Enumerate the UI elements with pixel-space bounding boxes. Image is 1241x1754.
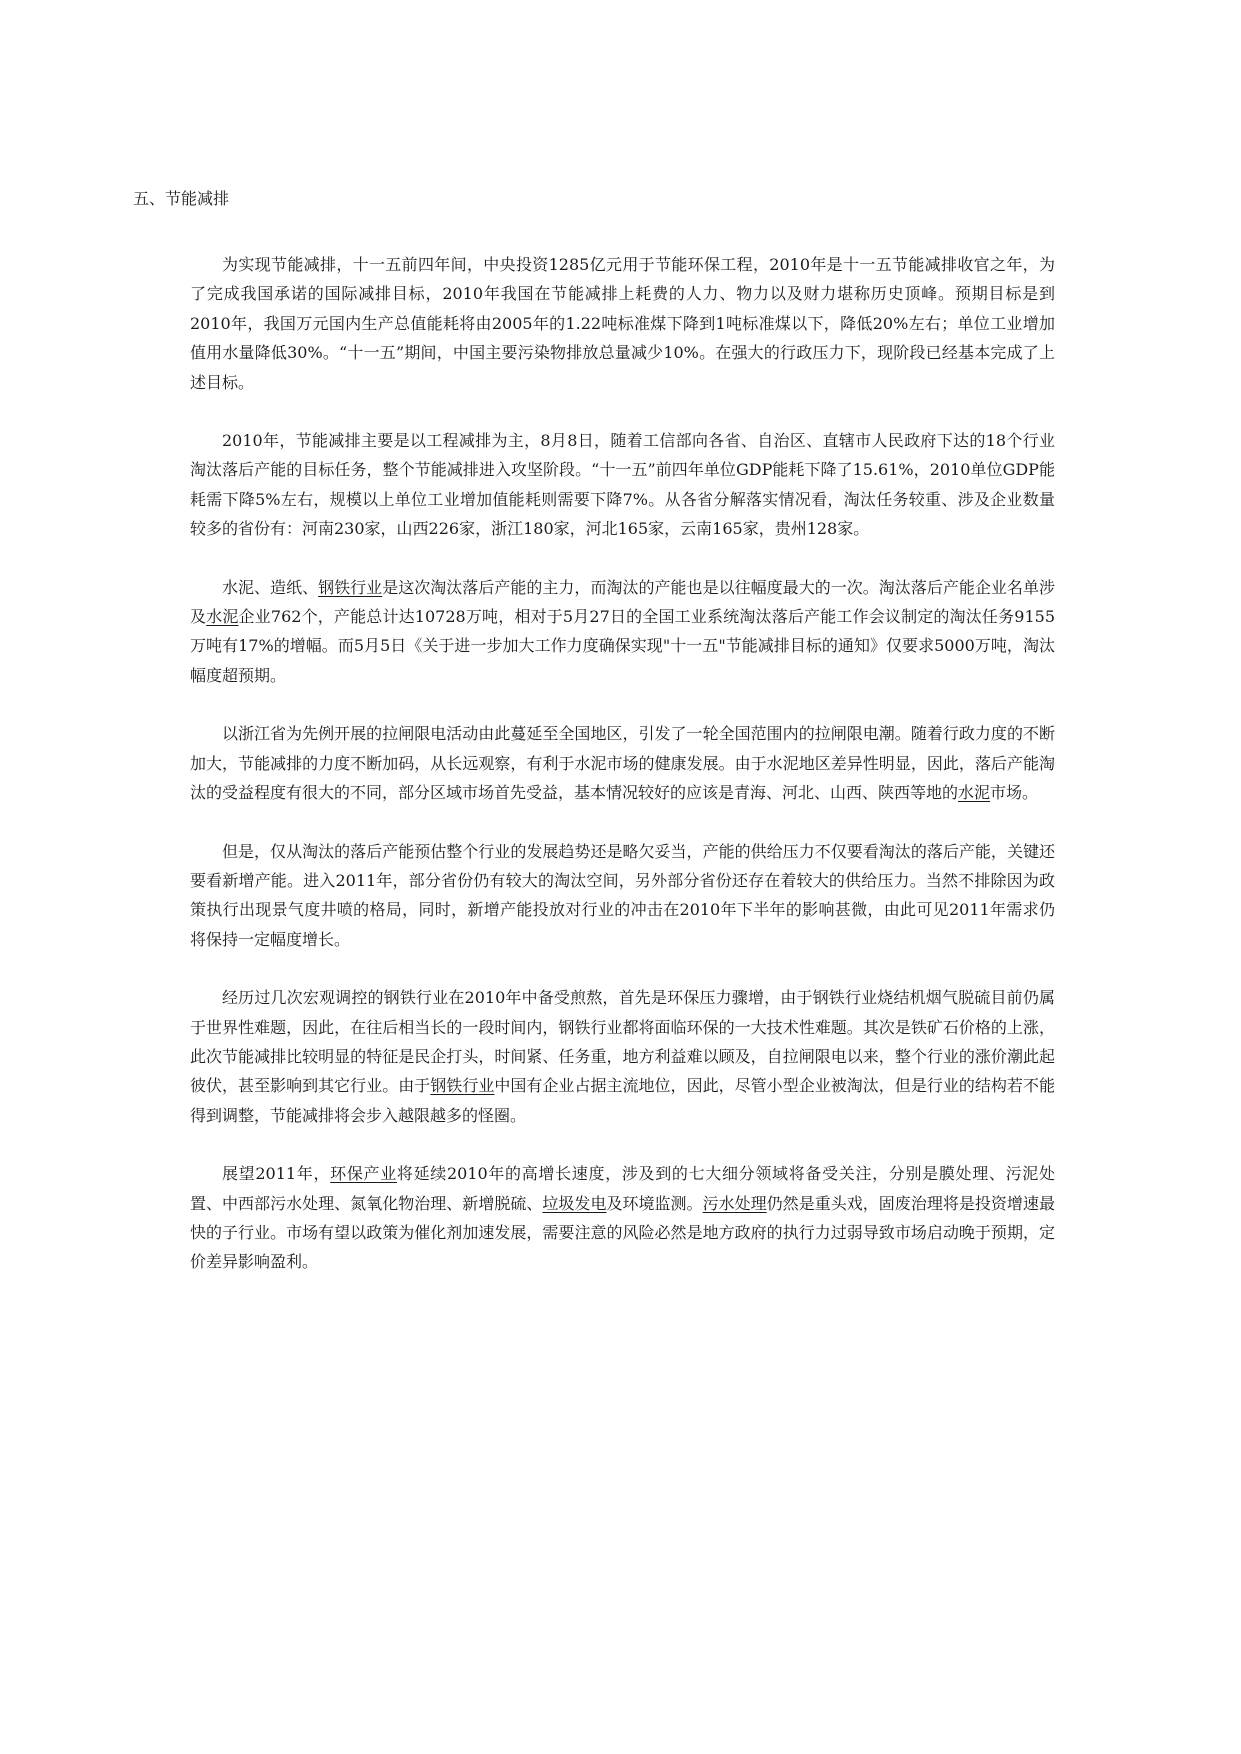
paragraph-text: 展望2011年，	[222, 1164, 331, 1184]
paragraph-text: 经历过几次宏观调控的钢铁行业在2010年中备受煎熬，首先是环保压力骤增，由于钢铁行业烧结机烟气脱硫目前仍属于世界性难题，因此，在往后相当长的一段时间内，钢铁行业都将面临环保的一大技术性难题。其次是铁矿石价格的上涨，此次节能减排比较明显的特征是民企打头，时间紧、任务重，地方利益难以顾及，自拉闸限电以来，整个行业的涨价潮此起彼伏，甚至影响到其它行业。由于	[190, 988, 1055, 1096]
keyword-link[interactable]: 环保产业	[330, 1164, 397, 1184]
keyword-link[interactable]: 水泥	[958, 783, 991, 803]
paragraph-text: 以浙江省为先例开展的拉闸限电活动由此蔓延至全国地区，引发了一轮全国范围内的拉闸限电潮。随着行政力度的不断加大，节能减排的力度不断加码，从长远观察，有利于水泥市场的健康发展。由于水泥地区差异性明显，因此，落后产能淘汰的受益程度有很大的不同，部分区域市场首先受益，基本情况较好的应该是青海、河北、山西、陕西等地的	[190, 724, 1055, 803]
paragraph-text: 市场。	[990, 783, 1039, 803]
paragraph-text: 及环境监测。	[606, 1193, 703, 1213]
paragraph-text: 中国有企业占据主流地位，因此，尽管小型企业被淘汰，但是行业的结构若不能得到调整，节能减排将会步入越限越多的怪圈。	[190, 1076, 1055, 1125]
paragraph-text: 为实现节能减排，十一五前四年间，中央投资1285亿元用于节能环保工程，2010年是十一五节能减排收官之年，为了完成我国承诺的国际减排目标，2010年我国在节能减排上耗费的人力、物力以及财力堪称历史顶峰。预期目标是到2010年，我国万元国内生产总值能耗将由2005年的1.22吨标准煤下降到1吨标准煤以下，降低20%左右；单位工业增加值用水量降低30%。“十一五”期间，中国主要污染物排放总量减少10%。在强大的行政压力下，现阶段已经基本完成了上述目标。	[190, 255, 1055, 392]
keyword-link[interactable]: 污水处理	[702, 1193, 767, 1213]
keyword-link[interactable]: 钢铁行业	[318, 577, 383, 597]
keyword-link[interactable]: 水泥	[206, 607, 239, 627]
paragraph	[190, 719, 1055, 807]
paragraph	[190, 426, 1055, 544]
paragraph	[190, 573, 1055, 691]
keyword-link[interactable]: 垃圾发电	[542, 1193, 607, 1213]
paragraph	[190, 1159, 1055, 1277]
paragraph-text: 但是，仅从淘汰的落后产能预估整个行业的发展趋势还是略欠妥当，产能的供给压力不仅要看淘汰的落后产能，关键还要看新增产能。进入2011年，部分省份仍有较大的淘汰空间，另外部分省份还存在着较大的供给压力。当然不排除因为政策执行出现景气度井喷的格局，同时，新增产能投放对行业的冲击在2010年下半年的影响甚微，由此可见2011年需求仍将保持一定幅度增长。	[190, 841, 1055, 949]
paragraph	[190, 983, 1055, 1130]
paragraph-text: 仍然是重头戏，固废治理将是投资增速最快的子行业。市场有望以政策为催化剂加速发展，需要注意的风险必然是地方政府的执行力过弱导致市场启动晚于预期，定价差异影响盈利。	[190, 1193, 1055, 1272]
keyword-link[interactable]: 钢铁行业	[430, 1076, 495, 1096]
section-title: 五、节能减排	[133, 189, 230, 208]
paragraph	[190, 250, 1055, 397]
paragraph-text: 水泥、造纸、	[222, 577, 319, 597]
paragraph-text: 2010年，节能减排主要是以工程减排为主，8月8日，随着工信部向各省、自治区、直辖市人民政府下达的18个行业淘汰落后产能的目标任务，整个节能减排进入攻坚阶段。“十一五”前四年单位GDP能耗下降了15.61%，2010单位GDP能耗需下降5%左右，规模以上单位工业增加值能耗则需要下降7%。从各省分解落实情况看，淘汰任务较重、涉及企业数量较多的省份有：河南230家，山西226家，浙江180家，河北165家，云南165家，贵州128家。	[190, 431, 1055, 539]
paragraph-text: 企业762个，产能总计达10728万吨，相对于5月27日的全国工业系统淘汰落后产能工作会议制定的淘汰任务9155万吨有17%的增幅。而5月5日《关于进一步加大工作力度确保实现"十一五"节能减排目标的通知》仅要求5000万吨，淘汰幅度超预期。	[190, 607, 1055, 685]
paragraph	[190, 837, 1055, 955]
document-body	[190, 250, 1055, 1306]
paragraph-text: 是这次淘汰落后产能的主力，而淘汰的产能也是以往幅度最大的一次。淘汰落后产能企业名单涉及	[190, 577, 1055, 627]
paragraph-text: 将延续2010年的高增长速度，涉及到的七大细分领域将备受关注，分别是膜处理、污泥处置、中西部污水处理、氮氧化物治理、新增脱硫、	[190, 1164, 1055, 1213]
